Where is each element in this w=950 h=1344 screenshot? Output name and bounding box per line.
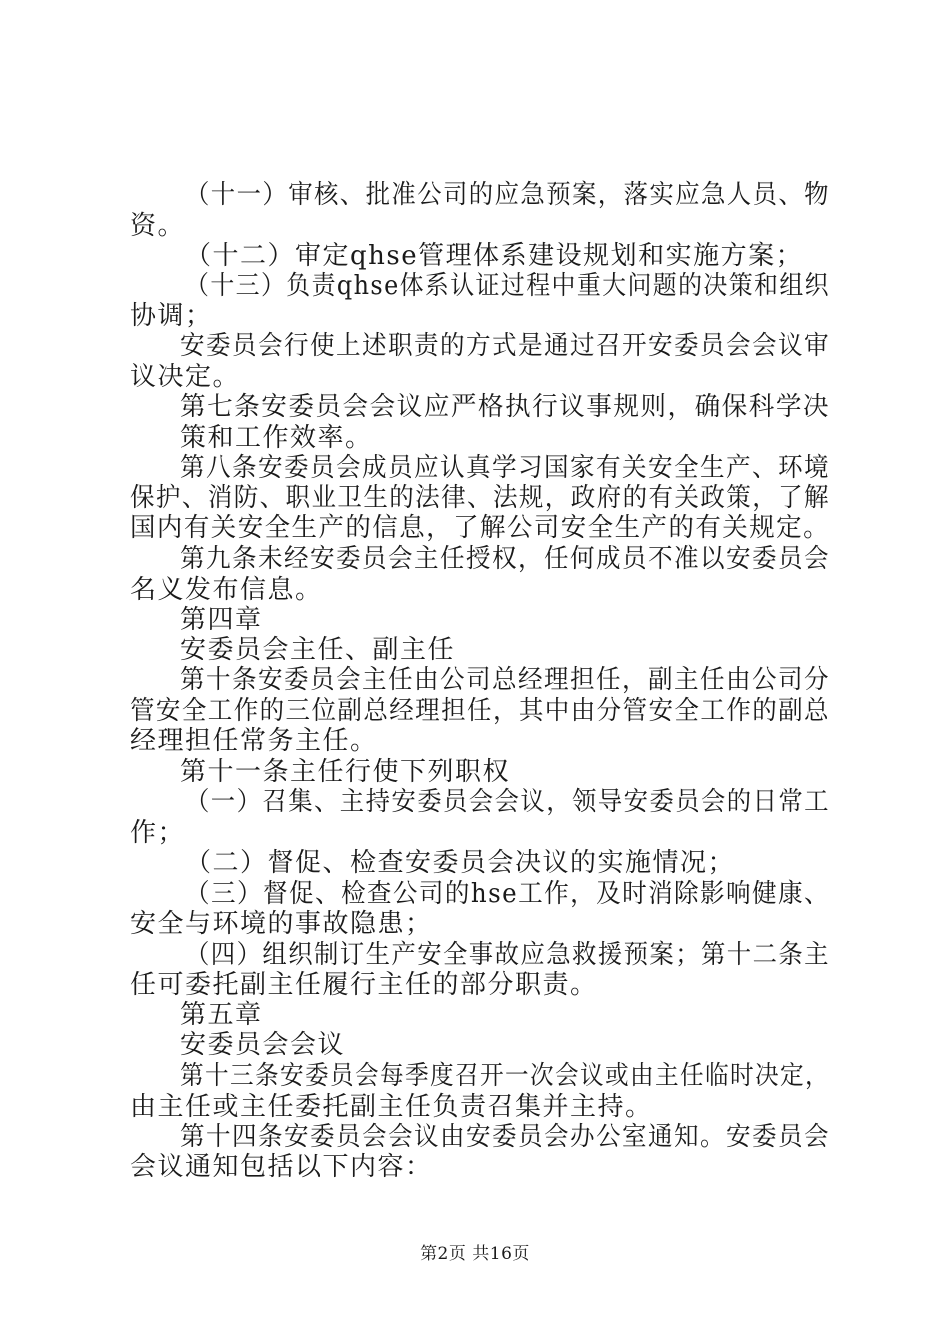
text-line: 安委员会会议: [180, 1030, 346, 1060]
text-line: 第十四条安委员会会议由安委员会办公室通知。安委员会: [180, 1122, 830, 1152]
text-line: 由主任或主任委托副主任负责召集并主持。: [130, 1092, 653, 1122]
text-line: 安全与环境的事故隐患；: [130, 909, 433, 939]
text-line: 会议通知包括以下内容：: [130, 1152, 433, 1182]
text-line: （一）召集、主持安委员会会议，领导安委员会的日常工: [185, 787, 830, 817]
text-line: 安委员会行使上述职责的方式是通过召开安委员会会议审: [180, 331, 830, 361]
text-line: 第四章: [180, 605, 263, 635]
text-line: （十一）审核、批准公司的应急预案，落实应急人员、物: [185, 180, 830, 210]
text-line: 协调；: [130, 301, 213, 331]
text-line: （十二）审定qhse管理体系建设规划和实施方案；: [185, 241, 804, 271]
text-line: （二）督促、检查安委员会决议的实施情况；: [185, 848, 736, 878]
text-line: （十三）负责qhse体系认证过程中重大问题的决策和组织: [185, 271, 830, 301]
text-line: 策和工作效率。: [180, 423, 373, 453]
text-line: 第八条安委员会成员应认真学习国家有关安全生产、环境: [180, 453, 830, 483]
text-line: 第十一条主任行使下列职权: [180, 757, 511, 787]
text-line: 名义发布信息。: [130, 575, 323, 605]
text-line: 安委员会主任、副主任: [180, 635, 456, 665]
text-line: 作；: [130, 818, 186, 848]
page-footer: 第2页 共16页: [420, 1244, 530, 1264]
text-line: （四）组织制订生产安全事故应急救援预案；第十二条主: [185, 940, 830, 970]
text-line: 第五章: [180, 1000, 263, 1030]
text-line: 第十三条安委员会每季度召开一次会议或由主任临时决定，: [180, 1061, 830, 1091]
text-line: 议决定。: [130, 362, 241, 392]
text-line: （三）督促、检查公司的hse工作，及时消除影响健康、: [185, 879, 830, 909]
text-line: 第十条安委员会主任由公司总经理担任，副主任由公司分: [180, 665, 830, 695]
text-line: 保护、消防、职业卫生的法律、法规，政府的有关政策，了解: [130, 483, 830, 513]
text-line: 经理担任常务主任。: [130, 726, 378, 756]
text-line: 第七条安委员会会议应严格执行议事规则，确保科学决: [180, 392, 830, 422]
text-line: 第九条未经安委员会主任授权，任何成员不准以安委员会: [180, 544, 830, 574]
text-line: 国内有关安全生产的信息，了解公司安全生产的有关规定。: [130, 513, 830, 543]
text-line: 资。: [130, 211, 186, 241]
text-line: 任可委托副主任履行主任的部分职责。: [130, 970, 598, 1000]
text-line: 管安全工作的三位副总经理担任，其中由分管安全工作的副总: [130, 696, 830, 726]
